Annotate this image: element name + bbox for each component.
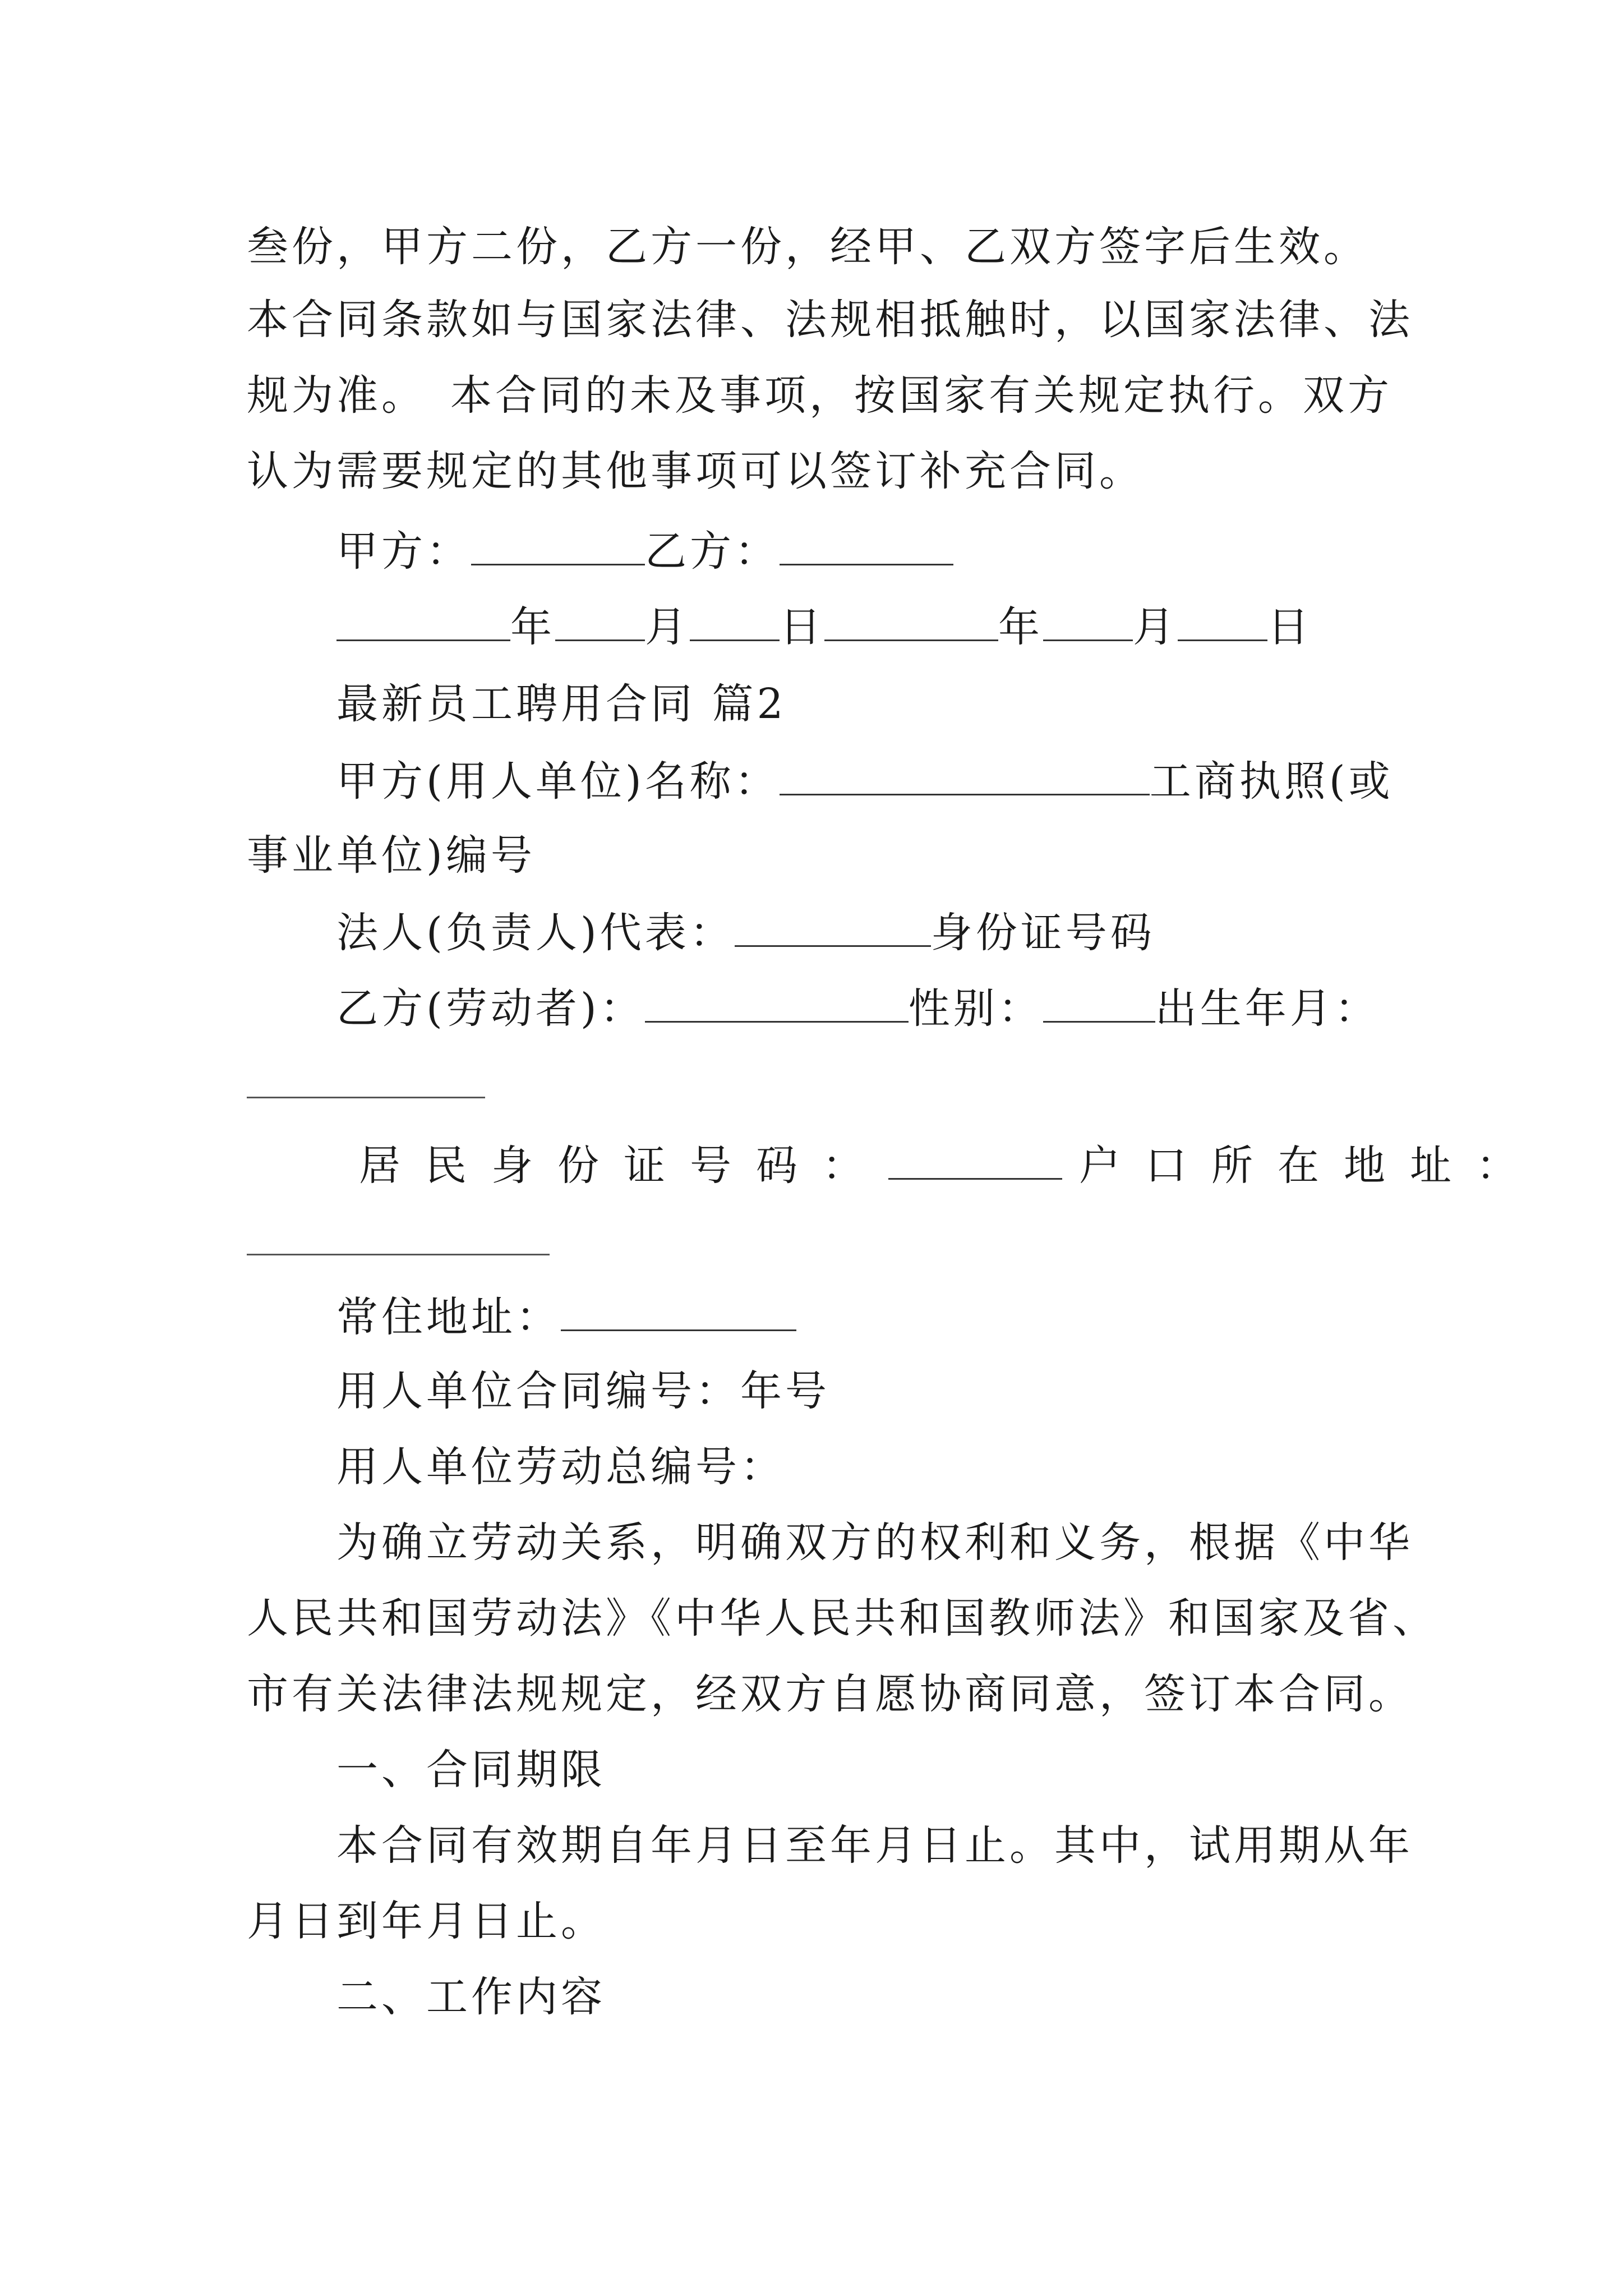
clause-heading: 一、合同期限 xyxy=(336,1746,606,1794)
license-cont-line: 事业单位)编号 xyxy=(247,831,536,880)
year-blank-b[interactable] xyxy=(824,600,998,641)
body-line: 为确立劳动关系，明确双方的权利和义务，根据《中华 xyxy=(336,1519,1413,1567)
year-label: 年 xyxy=(998,603,1043,651)
address-label: 常住地址： xyxy=(336,1293,561,1341)
month-blank-a[interactable] xyxy=(555,600,645,641)
employer-name-line xyxy=(336,754,1394,805)
legal-rep-line xyxy=(336,906,1155,956)
labor-no-line: 用人单位劳动总编号： xyxy=(336,1443,785,1491)
birth-blank[interactable] xyxy=(247,1097,485,1098)
hukou-label: 户口所在地址： xyxy=(1079,1142,1542,1190)
birth-label: 出生年月： xyxy=(1155,984,1380,1033)
party-a-label: 甲方： xyxy=(336,527,471,576)
day-blank-b[interactable] xyxy=(1178,600,1267,641)
hukou-blank[interactable] xyxy=(247,1254,550,1255)
license-label: 工商执照(或 xyxy=(1149,757,1394,806)
legal-rep-blank[interactable] xyxy=(735,906,931,947)
text-line: 认为需要规定的其他事项可以签订补充合同。 xyxy=(247,447,1144,495)
body-line: 月日到年月日止。 xyxy=(247,1897,606,1945)
employee-blank[interactable] xyxy=(645,982,909,1023)
resident-id-blank[interactable] xyxy=(888,1139,1062,1180)
body-line: 本合同有效期自年月日至年月日止。其中，试用期从年 xyxy=(336,1821,1413,1870)
party-a-blank[interactable] xyxy=(471,524,645,565)
employee-line xyxy=(336,982,1380,1032)
day-label: 日 xyxy=(780,603,824,651)
employee-label: 乙方(劳动者)： xyxy=(336,984,645,1033)
text-line: 本合同条款如与国家法律、法规相抵触时，以国家法律、法 xyxy=(247,296,1413,344)
body-line: 人民共和国劳动法》《中华人民共和国教师法》和国家及省、 xyxy=(247,1594,1437,1642)
year-label: 年 xyxy=(510,603,555,651)
id-number-label: 身份证号码 xyxy=(930,909,1155,957)
legal-rep-label: 法人(负责人)代表： xyxy=(336,909,735,957)
text-line: 规为准。 本合同的未及事项，按国家有关规定执行。双方 xyxy=(247,371,1393,420)
resident-id-label: 居民身份证号码： xyxy=(359,1142,888,1190)
signature-line xyxy=(336,524,953,575)
section-title: 最新员工聘用合同 篇2 xyxy=(336,680,787,728)
employer-name-label: 甲方(用人单位)名称： xyxy=(336,757,780,806)
day-blank-a[interactable] xyxy=(690,600,780,641)
contract-no-line: 用人单位合同编号：年号 xyxy=(336,1367,830,1415)
month-label: 月 xyxy=(645,603,690,651)
month-label: 月 xyxy=(1133,603,1178,651)
date-line xyxy=(336,600,1312,651)
address-line xyxy=(336,1290,796,1341)
clause-heading: 二、工作内容 xyxy=(336,1973,606,2021)
body-line: 市有关法律法规规定，经双方自愿协商同意，签订本合同。 xyxy=(247,1670,1413,1718)
month-blank-b[interactable] xyxy=(1043,600,1133,641)
year-blank-a[interactable] xyxy=(336,600,510,641)
address-blank[interactable] xyxy=(561,1290,796,1331)
party-b-blank[interactable] xyxy=(780,524,953,565)
resident-id-line xyxy=(359,1139,1542,1189)
employer-name-blank[interactable] xyxy=(780,754,1150,795)
gender-blank[interactable] xyxy=(1043,982,1155,1023)
party-b-label: 乙方： xyxy=(645,527,780,576)
day-label: 日 xyxy=(1267,603,1312,651)
text-line: 叁份，甲方二份，乙方一份，经甲、乙双方签字后生效。 xyxy=(247,223,1368,271)
gender-label: 性别： xyxy=(908,984,1043,1033)
